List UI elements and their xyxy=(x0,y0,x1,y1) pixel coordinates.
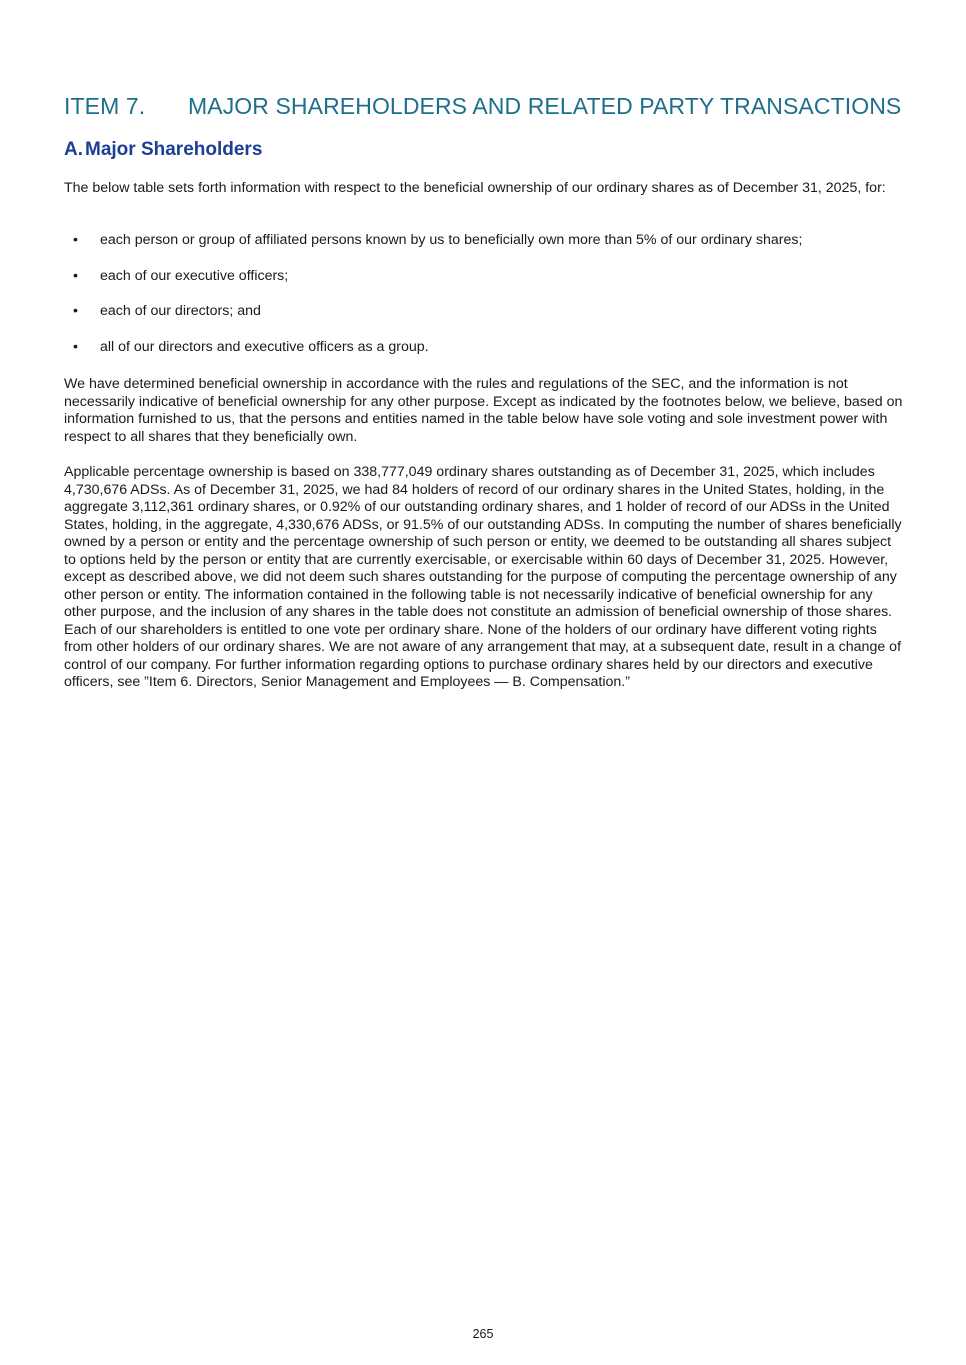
list-item xyxy=(64,303,906,339)
list-item xyxy=(64,339,906,375)
section-heading xyxy=(64,139,262,161)
list-item xyxy=(64,232,906,268)
page-number: 265 xyxy=(472,1327,494,1341)
bullet-icon: • xyxy=(73,232,78,248)
applicable-percentage-paragraph: Applicable percentage ownership is based on 338,777,049 ordinary shares outstanding as of December 31, 2025, which includes 4,730,676 ADSs. As of December 31, 2025, we had 84 holders of record of our ordinary shares in the United States, holding, in the aggregate 3,112,361 ordinary shares, or 0.92% of our outstanding ordinary shares, and 1 holder of record of our ADSs in the United States, holding, in the aggregate, 4,330,676 ADSs, or 91.5% of our outstanding ADSs. In computing the number of shares beneficially owned by a person or entity and the percentage ownership of such person or entity, we deemed to be outstanding all shares subject to options held by the person or entity that are currently exercisable, or exercisable within 60 days of December 31, 2025. However, except as described above, we did not deem such shares outstanding for the purpose of computing the percentage ownership of any other person or entity. The information contained in the following table is not necessarily indicative of beneficial ownership for any other purpose, and the inclusion of any shares in the table does not constitute an admission of beneficial ownership of those shares. Each of our shareholders is entitled to one vote per ordinary share. None of the holders of our ordinary have different voting rights from other holders of our ordinary shares. We are not aware of any arrangement that may, at a subsequent date, result in a change of control of our company. For further information regarding options to purchase ordinary shares held by our directors and executive officers, see ”Item 6. Directors, Senior Management and Employees — B. Compensation.” xyxy=(64,464,902,690)
bullet-icon: • xyxy=(73,338,78,355)
bullet-icon: • xyxy=(73,303,78,319)
list-item-text: each person or group of affiliated persons known by us to beneficially own more than 5% of our ordinary shares; xyxy=(100,232,803,248)
item-number: ITEM 7. xyxy=(64,93,146,119)
section-title: Major Shareholders xyxy=(85,139,263,160)
bullet-icon: • xyxy=(73,267,78,284)
intro-paragraph: The below table sets forth information with respect to the beneficial ownership of our ordinary shares as of December 31, 2025, for: xyxy=(64,180,886,196)
list-item-text: all of our directors and executive officers as a group. xyxy=(100,338,429,355)
section-letter: A. xyxy=(64,139,83,160)
item-heading xyxy=(64,93,906,120)
beneficial-ownership-paragraph: We have determined beneficial ownership in accordance with the rules and regulations of the SEC, and the information is not necessarily indicative of beneficial ownership for any other purpose. Except as indicated by the footnotes below, we believe, based on information furnished to us, that the persons and entities named in the table below have sole voting and sole investment power with respect to all shares that they beneficially own. xyxy=(64,376,903,445)
item-title: MAJOR SHAREHOLDERS AND RELATED PARTY TRANSACTIONS xyxy=(188,93,902,119)
list-item-text: each of our directors; and xyxy=(100,303,261,319)
list-item xyxy=(64,268,906,304)
list-item-text: each of our executive officers; xyxy=(100,267,289,284)
ownership-bullet-list xyxy=(64,232,906,374)
